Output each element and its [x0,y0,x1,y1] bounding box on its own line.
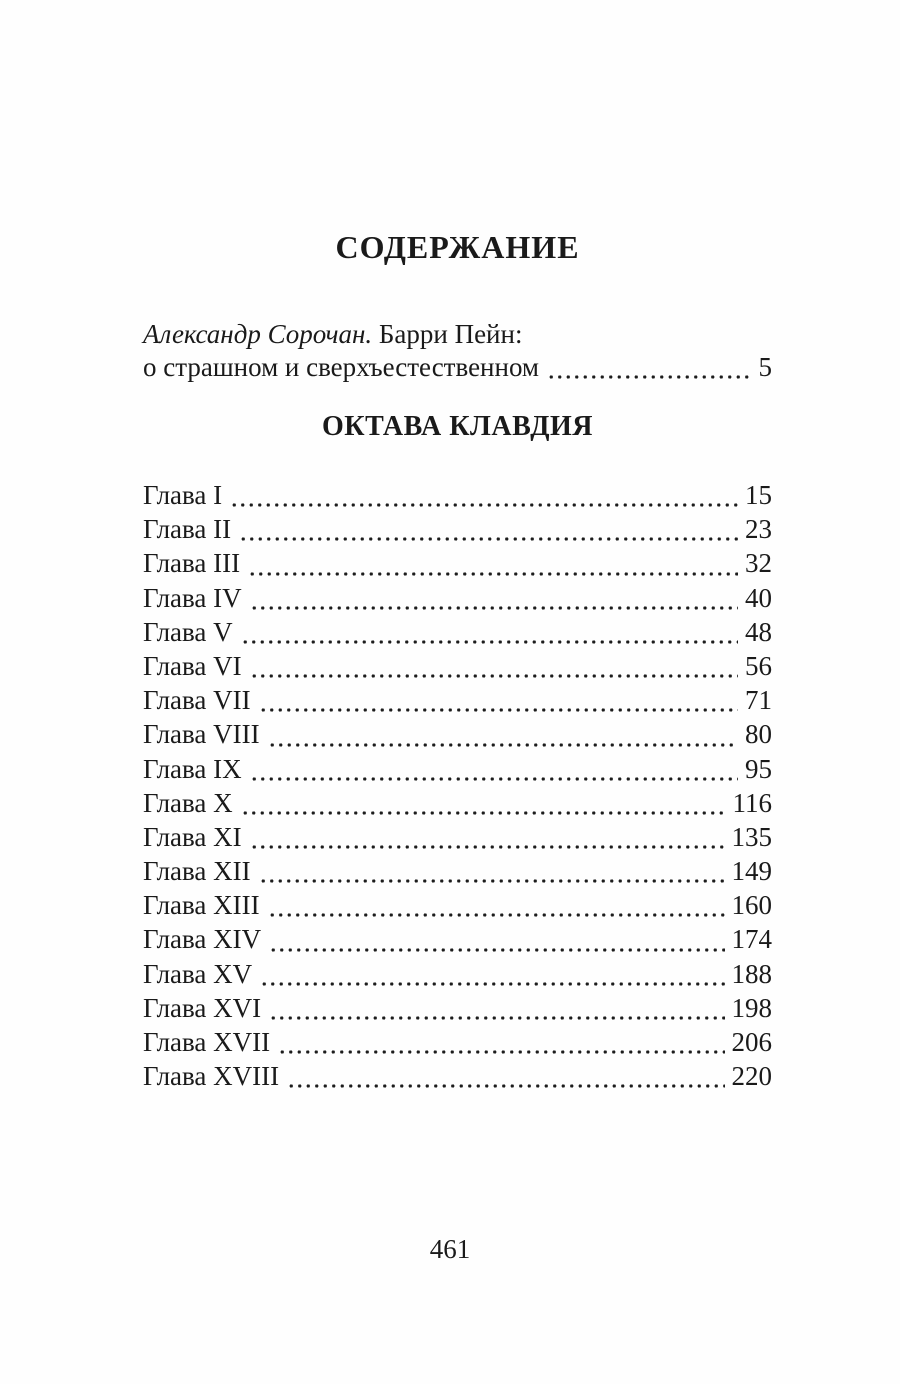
intro-author: Александр Сорочан. [143,319,379,349]
dot-leader [239,537,738,541]
footer-page-number: 461 [429,1234,471,1264]
dot-leader [278,1050,724,1054]
toc-entry-page: 48 [745,616,772,647]
toc-row [143,888,772,922]
toc-content [143,0,772,1093]
toc-entry-page: 135 [731,821,772,852]
toc-entry-label: Глава VII [143,685,251,716]
toc-row [143,820,772,854]
dot-leader [269,1016,724,1020]
page-title: СОДЕРЖАНИЕ [335,229,580,265]
dot-leader [269,948,724,952]
toc-entry-label: Глава I [143,480,223,510]
toc-entry-label: Глава X [143,787,233,818]
toc-row [143,991,772,1025]
toc-entry-label: Глава XV [143,958,253,989]
toc-entry-label: Глава XVII [143,1027,271,1057]
section-heading: ОКТАВА КЛАВДИЯ [322,411,593,442]
toc-entry-page: 116 [732,787,772,818]
intro-title-part2: о страшном и сверхъестественном [143,352,540,382]
toc-entry-label: Глава III [143,548,241,579]
dot-leader [260,982,724,986]
toc-row [143,615,772,649]
toc-entry-page: 71 [745,685,772,716]
intro-entry-line2 [143,351,772,384]
toc-entry-page: 188 [731,958,772,989]
toc-entry-page: 23 [745,514,772,545]
toc-row [143,649,772,683]
toc-row [143,546,772,580]
toc-entry-page: 40 [745,582,772,613]
toc-entry-page: 32 [745,548,772,579]
toc-row [143,683,772,717]
toc-entry-page: 160 [731,890,772,921]
dot-leader [268,743,738,747]
toc-entry-page: 174 [731,924,772,955]
intro-entry-page: 5 [758,352,772,382]
dot-leader [250,606,738,610]
toc-entry-label: Глава VI [143,650,242,681]
toc-entry-page: 95 [745,753,772,784]
toc-entry-label: Глава V [143,616,233,647]
intro-entry [143,318,772,384]
toc-entry-page: 80 [745,719,772,750]
dot-leader [259,708,738,712]
toc-entry-label: Глава IV [143,582,242,613]
toc-entry-label: Глава XIII [143,890,260,921]
toc-entry-label: Глава XI [143,821,242,852]
intro-title-part1: Барри Пейн: [378,319,523,349]
dot-leader [250,674,738,678]
toc-entry-label: Глава II [143,514,232,545]
toc-row [143,581,772,615]
dot-leader [250,777,738,781]
toc-row [143,786,772,820]
toc-entry-page: 15 [745,480,772,510]
toc-entry-page: 56 [745,650,772,681]
toc-entry-label: Глава XII [143,856,251,887]
toc-entry-label: Глава VIII [143,719,260,750]
dot-leader [241,811,726,815]
toc-entry-label: Глава XVI [143,992,262,1023]
toc-row [143,957,772,991]
toc-row [143,752,772,786]
dot-leader [230,503,738,507]
toc-row [143,717,772,751]
toc-row [143,1025,772,1059]
toc-entry-page: 220 [731,1061,772,1092]
toc-row [143,922,772,956]
toc-list [143,478,772,1093]
dot-leader [259,879,725,883]
toc-entry-page: 206 [731,1027,772,1057]
intro-entry-line1 [143,318,772,351]
toc-entry-label: Глава IX [143,753,242,784]
toc-entry-label: Глава XIV [143,924,262,955]
toc-entry-page: 198 [731,992,772,1023]
toc-row [143,854,772,888]
dot-leader [268,913,725,917]
dot-leader [287,1084,724,1088]
toc-row [143,478,772,512]
toc-entry-page: 149 [731,856,772,887]
dot-leader [241,640,738,644]
toc-entry-label: Глава XVIII [143,1061,280,1092]
dot-leader [248,572,738,576]
toc-row [143,1059,772,1093]
toc-row [143,512,772,546]
dot-leader [250,845,725,849]
dot-leader [547,375,751,379]
